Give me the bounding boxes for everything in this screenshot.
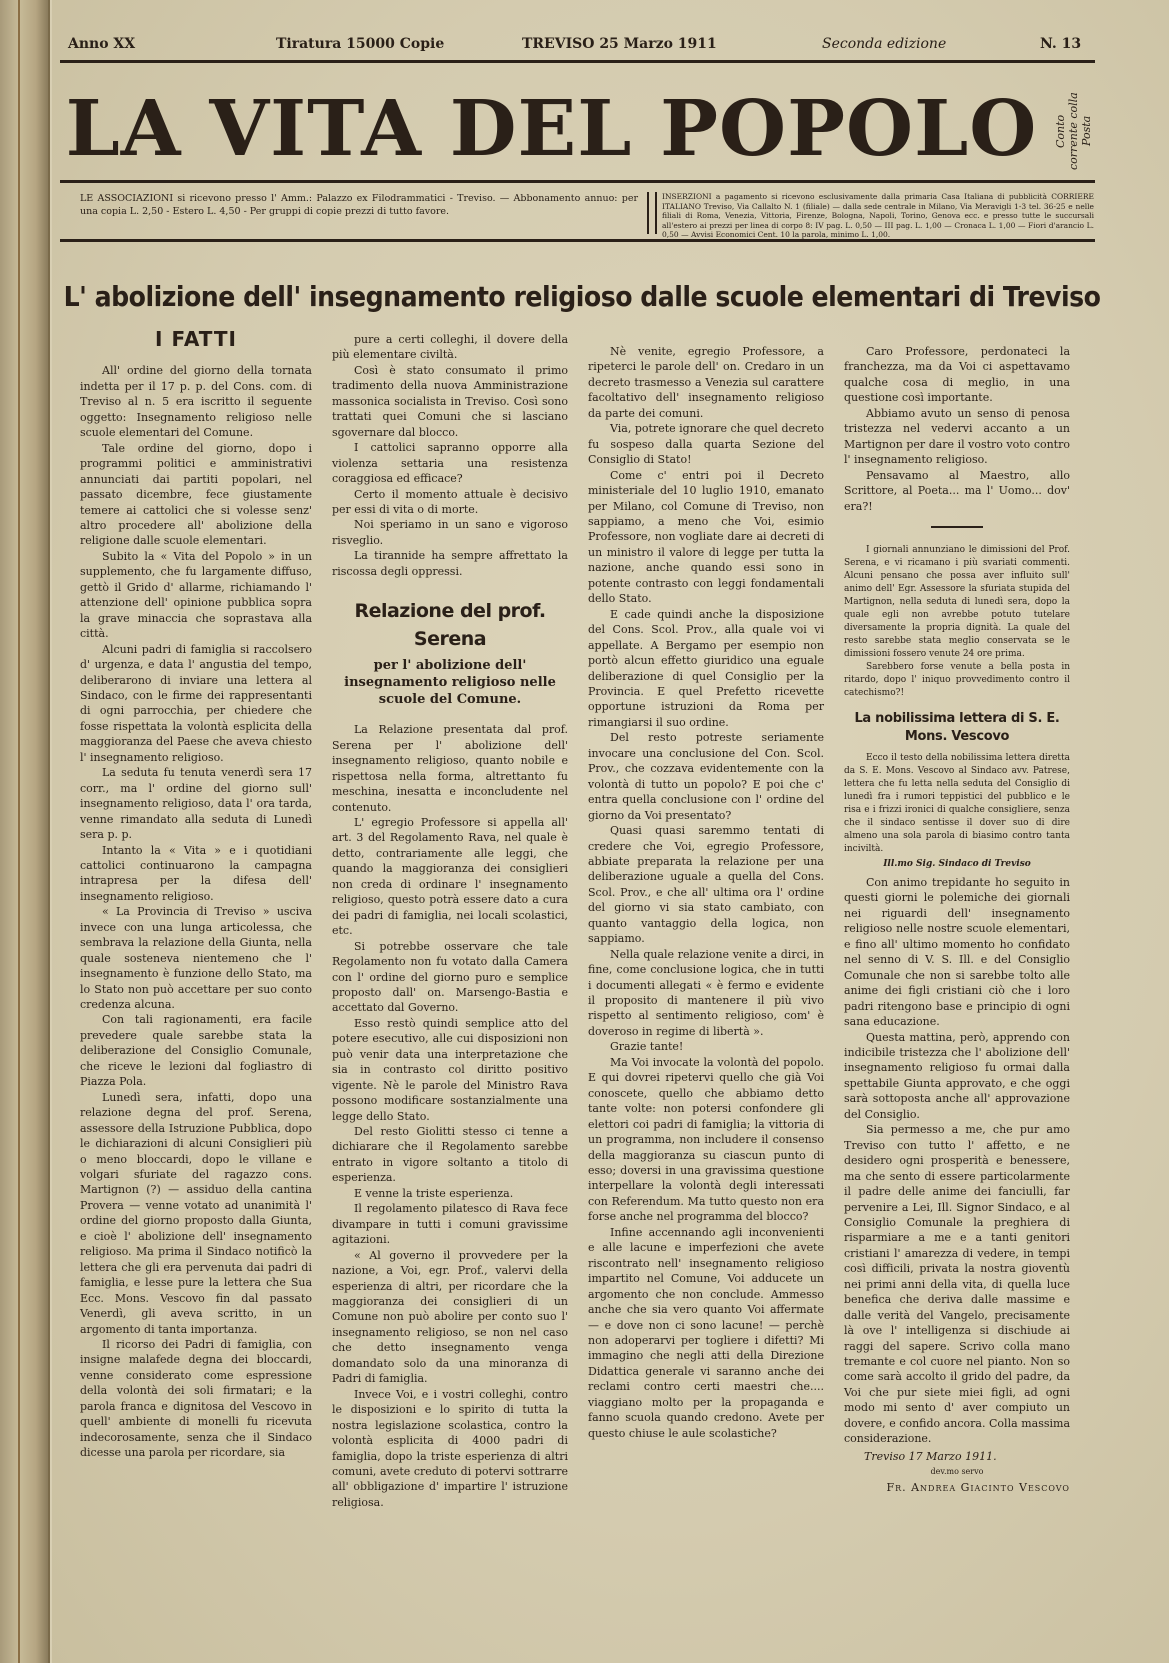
column-1 xyxy=(80,327,312,1461)
col4-body-mid xyxy=(844,544,1070,700)
paragraph: Del resto potreste seriamente invocare una conclusione del Con. Scol. Prov., che cozzava evidentemente con la volontà di tutto un popolo? E poi che c' entra quella conclusione con l' ordine del giorno da Voi presentato? xyxy=(588,731,824,822)
paragraph: Esso restò quindi semplice atto del potere esecutivo, alle cui disposizioni non può venir data una interpretazione che sia in contrasto col diritto positivo vigente. Nè le parole del Ministro Rava possono modificare sostanzialmente una legge dello Stato. xyxy=(332,1016,568,1123)
paragraph: Alcuni padri di famiglia si raccolsero d' urgenza, e data l' angustia del tempo, deliberarono di inviare una lettera al Sindaco, con le firme dei rappresentanti di ogni parrocchia, per chiedere che fosse rispettata la volontà esplicita della maggioranza del Paese che aveva chiesto l' insegnamento religioso. xyxy=(80,642,312,764)
paragraph: Del resto Giolitti stesso ci tenne a dichiarare che il Regolamento sarebbe entrato in vigore soltanto a titolo di esperienza. xyxy=(332,1125,568,1185)
paragraph: Come c' entri poi il Decreto ministeriale del 10 luglio 1910, emanato per Milano, col Comune di Treviso, non sappiamo, a meno che Voi, esimio Professore, non vogliate dare ai decreti di un ministro il valore di legge per tutta la nazione, anche quando essi sono in potente contrasto con leggi fondamentali dello Stato. xyxy=(588,468,824,606)
paragraph: Questa mattina, però, apprendo con indicibile tristezza che l' abolizione dell' insegnamento religioso fu ormai dalla spettabile Giunta approvato, e che oggi sarà sottoposta anche all' approvazione del Consiglio. xyxy=(844,1030,1070,1121)
lettera-signature: Fr. Andrea Giacinto Vescovo xyxy=(886,1480,1070,1494)
paragraph: Infine accennando agli inconvenienti e alle lacune e imperfezioni che avete riscontrato nell' insegnamento religioso impartito nel Comune, Voi adducete un argomento che non conclude. Ammesso anche che sia vero quanto Voi affermate — e dove non ci sono lacune! — perchè non adoperarvi per togliere i difetti? Mi immagino che negli atti della Direzione Didattica generale vi saranno anche dei reclami contro certi maestri che.... viaggiano molto per la propaganda e fanno scuola quando credono. Avete per questo chiuse le aule scolastiche? xyxy=(588,1225,824,1440)
paragraph: Quasi quasi saremmo tentati di credere che Voi, egregio Professore, abbiate preparata la relazione per una deliberazione uguale a quella del Cons. Scol. Prov., e che all' ultima ora l' ordine del giorno vi sia stato cambiato, con quanto vantaggio della logica, non sappiamo. xyxy=(588,824,824,946)
col3-body xyxy=(588,344,824,1441)
issue-number: N. 13 xyxy=(1040,36,1082,52)
paragraph: « La Provincia di Treviso » usciva invece con una lunga articolessa, che sembrava la relazione della Giunta, nella quale sosteneva nientemeno che l' insegnamento è funzione dello Stato, ma lo Stato non può accettare per suo conto credenza alcuna. xyxy=(80,905,312,1012)
paragraph: Lunedì sera, infatti, dopo una relazione degna del prof. Serena, assessore della Istruzione Pubblica, dopo le dichiarazioni di alcuni Consiglieri più o meno bloccardi, dopo le villane e volgari sfuriate del ragazzo cons. Martignon (?) — assiduo della cantina Provera — venne votato ad unanimità l' ordine del giorno proposto dalla Giunta, e cioè l' abolizione dell' insegnamento religioso. Ma prima il Sindaco notificò la lettera che gli era pervenuta dai padri di famiglia, e lesse pure la lettera che Sua Ecc. Mons. Vescovo fin dal passato Venerdì, gli aveva scritto, in un argomento di tanta importanza. xyxy=(80,1090,312,1336)
paragraph: Abbiamo avuto un senso di penosa tristezza nel vedervi accanto a un Martignon per dare il vostro voto contro l' insegnamento religioso. xyxy=(844,406,1070,467)
section-heading-serena: Relazione del prof. Serena xyxy=(354,600,546,651)
paragraph: Così è stato consumato il primo tradimento della nuova Amministrazione massonica socialista in Treviso. Così sono trattati quei Comuni che si lasciano sgovernare dal blocco. xyxy=(332,363,568,439)
paragraph: Sarebbero forse venute a bella posta in ritardo, dopo l' iniquo provvedimento contro il catechismo?! xyxy=(844,661,1070,698)
column-3 xyxy=(588,332,824,1441)
paragraph: Ma Voi invocate la volontà del popolo. E qui dovrei ripetervi quello che già Voi conoscete, quello che abbiamo detto tante volte: non potersi confondere gli elettori coi padri di famiglia; la vittoria di un programma, non includere il consenso della maggioranza su ciascun punto di esso; doversi in una gravissima questione interpellare la volontà degli interessati con Referendum. Ma tutto questo non era forse anche nel programma del blocco? xyxy=(588,1055,824,1224)
paragraph: I cattolici sapranno opporre alla violenza settaria una resistenza coraggiosa ed efficace? xyxy=(332,441,568,486)
section-heading-fatti: I FATTI xyxy=(155,327,237,351)
col1-body xyxy=(80,363,312,1460)
paragraph: Nella quale relazione venite a dirci, in fine, come conclusione logica, che in tutti i documenti allegati « è fermo e evidente il proposito di mantenere il più vivo rispetto al sentimento religioso, com' è doveroso in regime di libertà ». xyxy=(588,947,824,1038)
header-rule-top xyxy=(60,60,1095,63)
paragraph: Via, potrete ignorare che quel decreto fu sospeso dalla quarta Sezione del Consiglio di Stato! xyxy=(588,422,824,467)
lettera-date: Treviso 17 Marzo 1911. xyxy=(864,1449,997,1463)
col2-body xyxy=(332,722,568,1510)
masthead-rule xyxy=(60,180,1095,183)
col4-body-top xyxy=(844,344,1070,514)
postal-note: Conto corrente colla Posta xyxy=(1054,92,1093,170)
section-subheading-serena: per l' abolizione dell' insegnamento religioso nelle scuole del Comune. xyxy=(344,658,556,708)
info-rule xyxy=(60,239,1095,242)
header-topline xyxy=(60,36,1095,58)
column-2 xyxy=(332,332,568,1510)
paragraph: Certo il momento attuale è decisivo per essi di vita o di morte. xyxy=(332,487,568,516)
paragraph: Caro Professore, perdonateci la franchezza, ma da Voi ci aspettavamo qualche cosa di meglio, in una questione così importante. xyxy=(844,345,1070,405)
paragraph: Il regolamento pilatesco di Rava fece divampare in tutti i comuni gravissime agitazioni. xyxy=(332,1202,568,1247)
paragraph: La tirannide ha sempre affrettato la riscossa degli oppressi. xyxy=(332,549,568,578)
newspaper-page xyxy=(52,0,1169,1663)
main-headline: L' abolizione dell' insegnamento religioso dalle scuole elementari di Treviso xyxy=(63,280,1101,313)
paragraph: Noi speriamo in un sano e vigoroso risveglio. xyxy=(332,518,568,547)
col2-body-top xyxy=(332,332,568,579)
paragraph: Subito la « Vita del Popolo » in un supplemento, che fu largamente diffuso, gettò il Grido d' allarme, richiamando l' attenzione dell' opinione pubblica sopra la grave minaccia che soprastava alla città. xyxy=(80,549,312,641)
paragraph: Grazie tante! xyxy=(610,1040,684,1054)
paragraph: Invece Voi, e i vostri colleghi, contro le disposizioni e lo spirito di tutta la nostra legislazione scolastica, contro la volontà esplicita di 4000 padri di famiglia, dopo la triste esperienza di altri comuni, avete creduto di potervi sottrarre all' obbligazione d' impartire l' istruzione religiosa. xyxy=(332,1387,568,1509)
article-columns xyxy=(80,327,1070,1510)
advertising-notice: INSERZIONI a pagamento si ricevono esclusivamente dalla primaria Casa Italiana di pubblicità CORRIERE ITALIANO Treviso, Via Callalto N. 1 (filiale) — dalla sede centrale in Milano, Via Meravigli 1-3 tel. 36-25 e nelle filiali di Roma, Venezia, Vittoria, Firenze, Bologna, Napoli, Torino, Genova ecc. e presso tutte le succursali all'estero ai prezzi per linea di corpo 8: IV pag. L. 0,50 — III pag. L. 1,00 — Cronaca L. 1,00 — Fiori d'arancio L. 0,50 — Avvisi Economici Cent. 10 la parola, minimo L. 1,00. xyxy=(662,192,1094,239)
subscriptions-notice: LE ASSOCIAZIONI si ricevono presso l' Amm.: Palazzo ex Filodrammatici - Treviso. — Abbonamento annuo: per una copia L. 2,50 - Estero L. 4,50 - Per gruppi di copie prezzi di tutto favore. xyxy=(80,193,638,217)
lettera-closing: dev.mo servo xyxy=(930,1467,984,1477)
paragraph: Si potrebbe osservare che tale Regolamento non fu votato dalla Camera con l' ordine del giorno puro e semplice proposto dall' on. Marsengo-Bastia e accettato dal Governo. xyxy=(332,939,568,1015)
place-date-label: TREVISO 25 Marzo 1911 xyxy=(522,36,717,52)
lettera-intro: Ecco il testo della nobilissima lettera diretta da S. E. Mons. Vescovo al Sindaco avv. Patrese, lettera che fu letta nella seduta del Consiglio di lunedì fra i rumori teppistici del pubblico e le risa e i frizzi ironici di qualche consigliere, senza che il sindaco sentisse il dover suo di dire almeno una sola parola di biasimo contro tanta inciviltà. xyxy=(844,752,1070,854)
paragraph: Sia permesso a me, che pur amo Treviso con tutto l' affetto, e ne desidero ogni prosperità e benessere, ma che sento di essere particolarmente il padre delle anime dei fanciulli, far pervenire a Lei, Ill. Signor Sindaco, e al Consiglio Comunale la preghiera di risparmiare a me e a tanti genitori cristiani l' amarezza di vedere, in tempi così difficili, privata la nostra gioventù nei primi anni della vita, di quella luce benefica che deriva dalle massime e dalle verità del Vangelo, precisamente là ove l' intelligenza si dischiude ai raggi del sapere. Scrivo colla mano tremante e col cuore nel pianto. Non so come sarà accolto il grido del padre, da Voi che pur siete miei figli, ad ogni modo mi sento d' aver compiuto un dovere, e confido ancora. Colla massima considerazione. xyxy=(844,1123,1070,1446)
paragraph: « Al governo il provvedere per la nazione, a Voi, egr. Prof., valervi della esperienza di altri, per ricordare che la maggioranza dei consiglieri di un Comune non può abolire per conto suo l' insegnamento religioso, se non nel caso che detto insegnamento venga domandato solo da una minoranza di Padri di famiglia. xyxy=(332,1248,568,1386)
binding-edge xyxy=(0,0,50,1663)
info-divider xyxy=(647,192,657,234)
lettera-salutation: Ill.mo Sig. Sindaco di Treviso xyxy=(883,858,1031,869)
paragraph: pure a certi colleghi, il dovere della più elementare civiltà. xyxy=(332,333,568,362)
paragraph: E cade quindi anche la disposizione del Cons. Scol. Prov., alla quale voi vi appellate. A Bergamo per esempio non portò alcun effetto giuridico una eguale deliberazione di quel Consiglio per la Provincia. E quel Prefetto ricevette opportune istruzioni da Roma per rimangiarsi il suo ordine. xyxy=(588,607,824,729)
circulation-label: Tiratura 15000 Copie xyxy=(276,36,445,52)
paragraph: Il ricorso dei Padri di famiglia, con insigne malafede degna dei bloccardi, venne considerato come espressione della volontà dei soli firmatari; e la parola franca e dignitosa del Vescovo in quell' ambiente di monelli fu ricevuta indecorosamente, senza che il Sindaco dicesse una parola per ricordare, sia xyxy=(80,1338,312,1460)
paragraph: La seduta fu tenuta venerdì sera 17 corr., ma l' ordine del giorno sull' insegnamento religioso, data l' ora tarda, venne rimandato alla seduta di Lunedì sera p. p. xyxy=(80,766,312,842)
paragraph: Pensavamo al Maestro, allo Scrittore, al Poeta... ma l' Uomo... dov' era?! xyxy=(844,468,1070,513)
paragraph: L' egregio Professore si appella all' art. 3 del Regolamento Rava, nel quale è detto, contrariamente alle leggi, che quando la maggioranza dei consiglieri non creda di ordinare l' insegnamento religioso, questo potrà essere dato a cura dei padri di famiglia, nei locali scolastici, etc. xyxy=(332,815,568,938)
paragraph: All' ordine del giorno della tornata indetta per il 17 p. p. del Cons. com. di Treviso al n. 5 era iscritto il seguente oggetto: Insegnamento religioso nelle scuole elementari del Comune. xyxy=(80,364,312,440)
paragraph: Con tali ragionamenti, era facile prevedere quale sarebbe stata la deliberazione del Consiglio Comunale, che riceve le lezioni dal fogliastro di Piazza Pola. xyxy=(80,1013,312,1089)
section-separator xyxy=(931,526,983,528)
year-label: Anno XX xyxy=(68,36,136,52)
masthead-title: LA VITA DEL POPOLO xyxy=(65,84,1038,174)
col4-body xyxy=(844,875,1070,1447)
paragraph: I giornali annunziano le dimissioni del Prof. Serena, e vi ricamano i più svariati commenti. Alcuni pensano che possa aver influito sull' animo dell' Egr. Assessore la sfuriata stupida del Martignon, nella seduta di lunedì sera, dopo la quale egli non avrebbe potuto tutelare diversamente la propria dignità. La quale del resto sarebbe stata meglio conservata se le dimissioni fossero venute 24 ore prima. xyxy=(844,544,1070,659)
paragraph: La Relazione presentata dal prof. Serena per l' abolizione dell' insegnamento religioso, quanto nobile e rispettosa nella forma, altrettanto fu meschina, inesatta e inconcludente nel contenuto. xyxy=(332,723,568,814)
edition-label: Seconda edizione xyxy=(822,36,947,52)
paragraph: Tale ordine del giorno, dopo i programmi politici e amministrativi annunciati dai partiti popolari, nel passato dicembre, fece giustamente temere ai cattolici che si volesse senz' altro procedere all' abolizione della religione dalle scuole elementari. xyxy=(80,441,312,548)
paragraph: Con animo trepidante ho seguito in questi giorni le polemiche dei giornali nei riguardi dell' insegnamento religioso nelle nostre scuole elementari, e fino all' ultimo momento ho confidato nel senno di V. S. Ill. e del Consiglio Comunale che non si sarebbe tolto alle anime dei figli cristiani ciò che i loro padri ritengono base e principio di ogni sana educazione. xyxy=(844,875,1070,1029)
paragraph: E venne la triste esperienza. xyxy=(354,1186,514,1200)
paragraph: Nè venite, egregio Professore, a ripeterci le parole dell' on. Credaro in un decreto trasmesso a Venezia sul carattere facoltativo dell' insegnamento religioso da parte dei comuni. xyxy=(588,345,824,420)
column-4 xyxy=(844,332,1070,1495)
section-heading-lettera: La nobilissima lettera di S. E. Mons. Vescovo xyxy=(854,710,1060,744)
binding-fold-line xyxy=(18,0,20,1663)
paragraph: Intanto la « Vita » e i quotidiani cattolici continuarono la campagna intrapresa per la difesa dell' insegnamento religioso. xyxy=(80,843,312,903)
